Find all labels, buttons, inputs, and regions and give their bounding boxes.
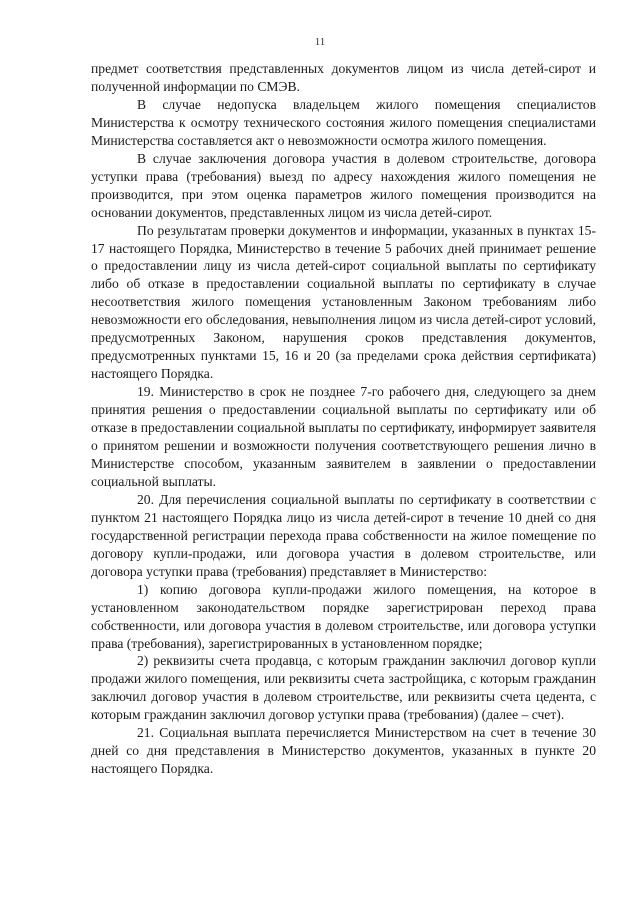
paragraph-clause-19: 19. Министерство в срок не позднее 7-го рабочего дня, следующего за днем принятия решения о предоставлении социальной выплаты по сертификату или об отказе в предоставлении социальной выплаты по сертификату, информирует заявителя о принятом решении и возможности получения соответствующего решения лично в Министерстве способом, указанным заявителем в заявлении о предоставлении социальной выплаты. bbox=[91, 384, 596, 489]
page-number: 11 bbox=[314, 36, 326, 48]
document-body bbox=[91, 60, 596, 778]
paragraph-clause-20-item-2: 2) реквизиты счета продавца, с которым гражданин заключил договор купли продажи жилого помещения, или реквизиты счета застройщика, с которым гражданин заключил договор участия в долевом строительстве, или реквизиты счета цедента, с которым гражданин заключил договор уступки права (требования) (далее – счет). bbox=[91, 653, 596, 723]
paragraph-shared-construction: В случае заключения договора участия в долевом строительстве, договора уступки права (требования) выезд по адресу нахождения жилого помещения не производится, при этом оценка параметров жилого помещения производится на основании документов, представленных лицом из числа детей-сирот. bbox=[91, 150, 596, 220]
paragraph-inspection-refusal: В случае недопуска владельцем жилого помещения специалистов Министерства к осмотру технического состояния жилого помещения специалистами Министерства составляется акт о невозможности осмотра жилого помещения. bbox=[91, 96, 596, 148]
paragraph-continuation: предмет соответствия представленных документов лицом из числа детей-сирот и полученной информации по СМЭВ. bbox=[91, 61, 596, 94]
paragraph-clause-20: 20. Для перечисления социальной выплаты по сертификату в соответствии с пунктом 21 настоящего Порядка лицо из числа детей-сирот в течение 10 дней со дня государственной регистрации перехода права собственности на жилое помещение по договору купли-продажи, или договора участия в долевом строительстве, или договора уступки права (требования) представляет в Министерство: bbox=[91, 491, 596, 579]
paragraph-decision: По результатам проверки документов и информации, указанных в пунктах 15-17 настоящего Порядка, Министерство в течение 5 рабочих дней принимает решение о предоставлении лицу из числа детей-сирот социальной выплаты по сертификату либо об отказе в предоставлении социальной выплаты по сертификату в случае несоответствия жилого помещения установленным Законом требованиям либо невозможности его обследования, невыполнения лицом из числа детей-сирот условий, предусмотренных Законом, нарушения сроков представления документов, предусмотренных пунктами 15, 16 и 20 (за пределами срока действия сертификата) настоящего Порядка. bbox=[91, 222, 596, 382]
paragraph-clause-21: 21. Социальная выплата перечисляется Министерством на счет в течение 30 дней со дня представления в Министерство документов, указанных в пункте 20 настоящего Порядка. bbox=[91, 725, 596, 777]
paragraph-clause-20-item-1: 1) копию договора купли-продажи жилого помещения, на которое в установленном законодательством порядке зарегистрирован переход права собственности, или договора участия в долевом строительстве, или договора уступки права (требования), зарегистрированных в установленном порядке; bbox=[91, 581, 596, 651]
